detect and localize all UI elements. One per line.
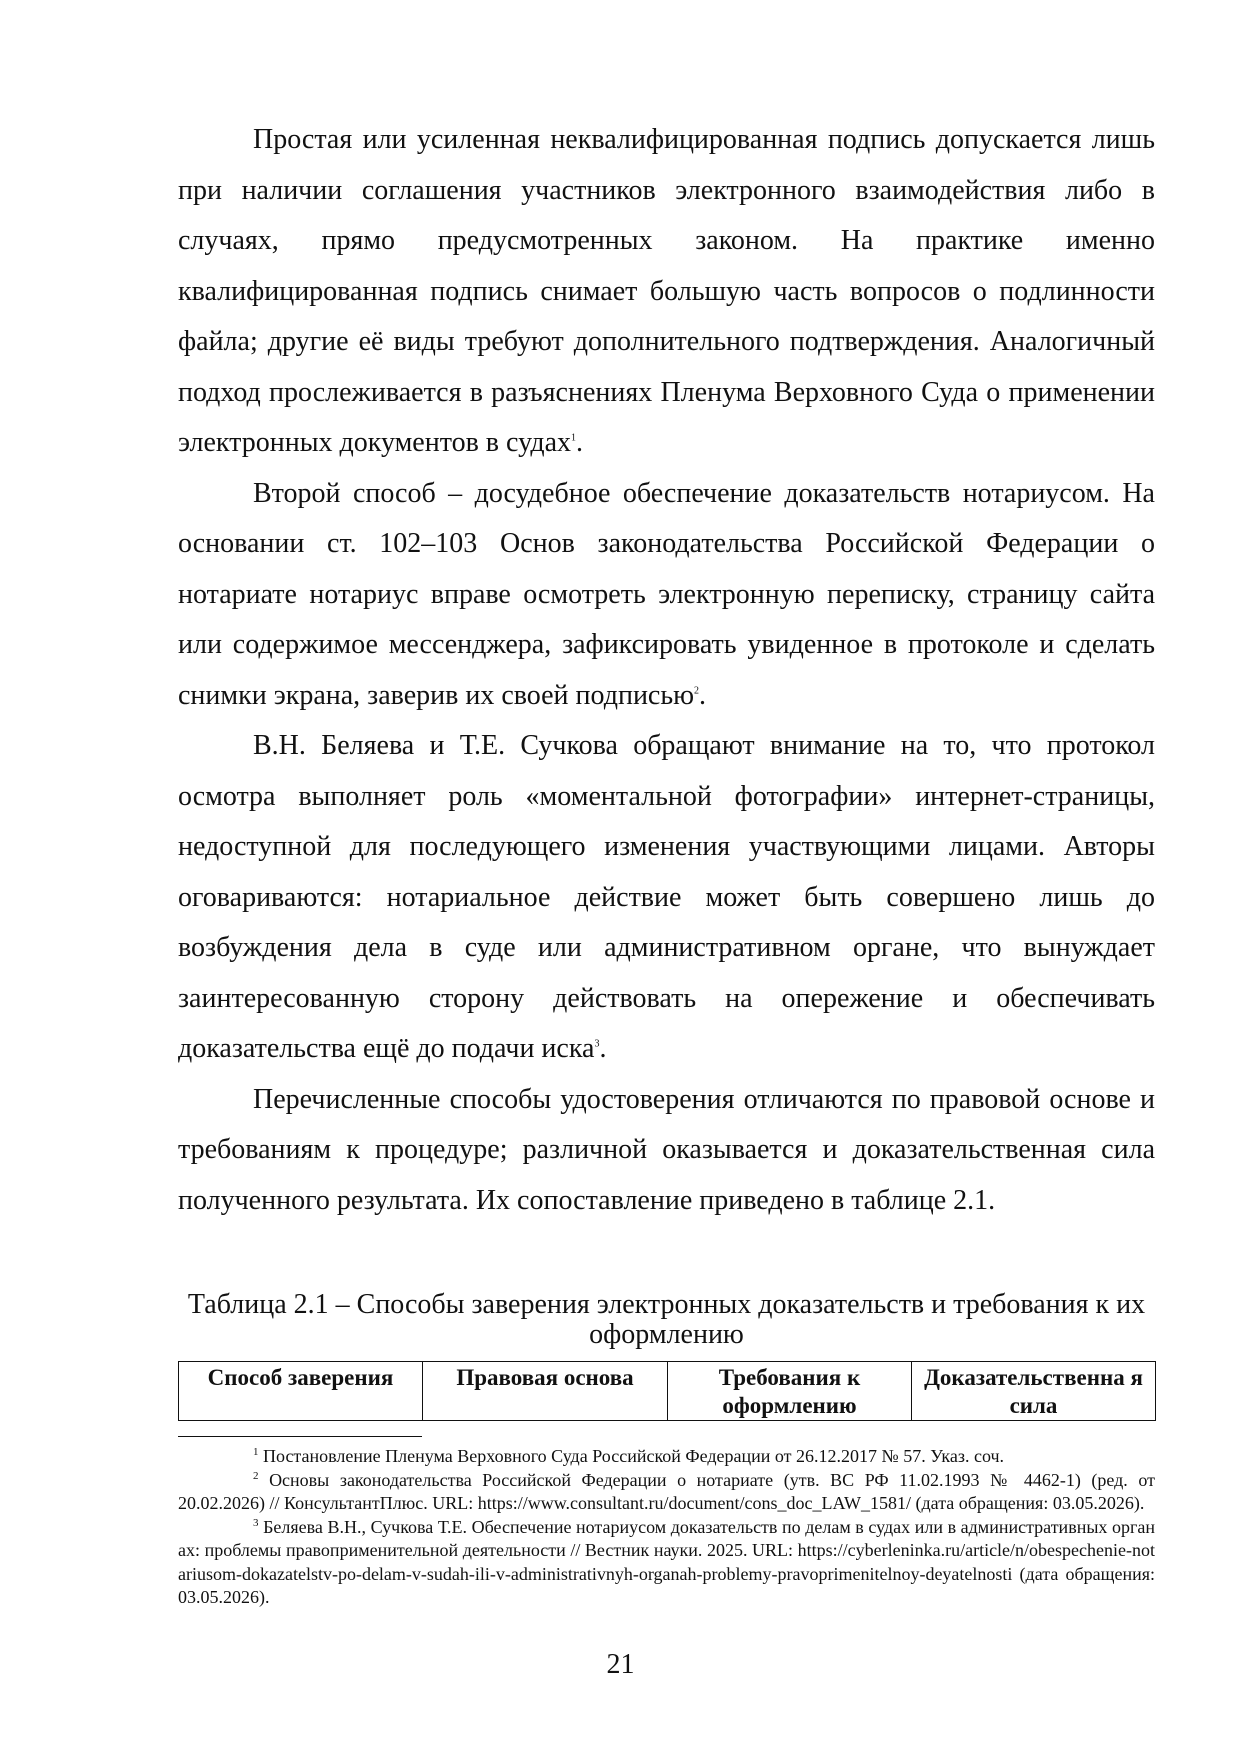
footnote-ref[interactable]: 1 [571,432,576,444]
table-header-cell: Доказательственна я сила [912,1362,1156,1421]
page-number: 21 [606,1649,635,1680]
table-header-cell: Способ заверения [179,1362,423,1421]
footnotes [178,1445,1155,1610]
body-text [178,115,1155,1226]
footnote: $^2$ Основы законодательства Российской Федерации о нотариате (утв. ВС РФ 11.02.1993 № 4462-1) (ред. от 20.02.2026) // КонсультантПлюс. URL: https://www.consultant.ru/document/cons_doc_LAW_1581/ (дата обращения: 03.05.2026). [178,1469,1155,1513]
footnote-separator [178,1436,422,1437]
footnote: $^3$ Беляева В.Н., Сучкова Т.Е. Обеспечение нотариусом доказательств по делам в судах или в административных органах: проблемы правоприменительной деятельности // Вестник науки. 2025. URL: https://cyberleninka.ru/article/n/obespechenie-notariusom-dokazatelstv-po-delam-v-sudah-ili-v-administrativnyh-organah-problemy-pravoprimenitelnoy-deyatelnosti (дата обращения: 03.05.2026). [178,1516,1156,1607]
footnote-ref[interactable]: 3 [594,1038,600,1050]
paragraph: Простая или усиленная неквалифицированная подпись допускается лишь при наличии соглашения участников электронного взаимодействия либо в случаях, прямо предусмотренных законом. На практике именно квалифицированная подпись снимает большую часть вопросов о подлинности файла; другие её виды требуют дополнительного подтверждения. Аналогичный подход прослеживается в разъяснениях Пленума Верховного Суда о применении электронных документов в судах$^1$. [178,124,1155,458]
footnote-number: 2 [253,1469,259,1482]
footnote-number: 1 [253,1446,259,1458]
paragraph: Второй способ – досудебное обеспечение доказательств нотариусом. На основании ст. 102–103 Основ законодательства Российской Федерации о нотариате нотариус вправе осмотреть электронную переписку, страницу сайта или содержимое мессенджера, зафиксировать увиденное в протоколе и сделать снимки экрана, заверив их своей подписью$^2$. [178,477,1155,711]
table-header-row [179,1362,1156,1421]
footnote-ref[interactable]: 2 [694,685,700,697]
paragraph: В.Н. Беляева и Т.Е. Сучкова обращают внимание на то, что протокол осмотра выполняет роль «моментальной фотографии» интернет-страницы, недоступной для последующего изменения участвующими лицами. Авторы оговариваются: нотариальное действие может быть совершено лишь до возбуждения дела в суде или административном органе, что вынуждает заинтересованную сторону действовать на опережение и обеспечивать доказательства ещё до подачи иска$^3$. [178,730,1155,1064]
table-header-cell: Правовая основа [423,1362,668,1421]
footnote: $^1$ Постановление Пленума Верховного Суда Российской Федерации от 26.12.2017 № 57. Указ. соч. [253,1446,1005,1466]
footnote-number: 3 [253,1516,259,1529]
comparison-table [178,1361,1156,1421]
table-header-cell: Требования к оформлению [668,1362,912,1421]
paragraph: Перечисленные способы удостоверения отличаются по правовой основе и требованиям к процедуре; различной оказывается и доказательственная сила полученного результата. Их сопоставление приведено в таблице 2.1. [178,1083,1155,1216]
table-caption: Таблица 2.1 – Способы заверения электронных доказательств и требования к их оформлению [187,1289,1146,1350]
